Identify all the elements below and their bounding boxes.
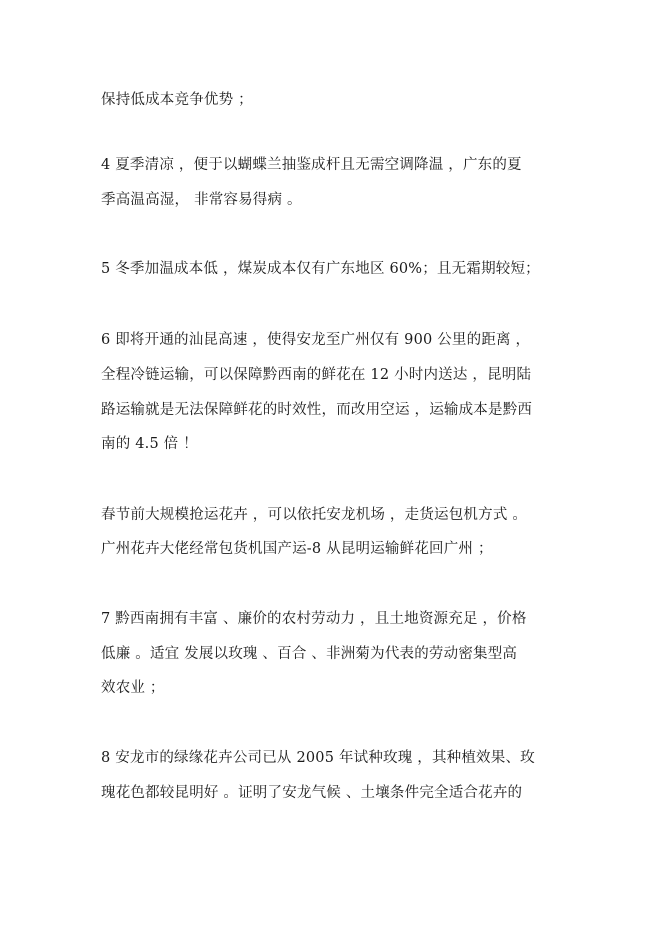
text-line: 南的 4.5 倍 ！ — [101, 436, 198, 452]
text-line: 7 黔西南拥有丰富 、廉价的农村劳动力 ，且土地资源充足 ，价格 — [101, 611, 527, 627]
text-line: 5 冬季加温成本低 ，煤炭成本仅有广东地区 60%；且无霜期较短； — [101, 261, 540, 277]
text-line: 季高温高湿， 非常容易得病 。 — [101, 192, 302, 208]
text-line: 春节前大规模抢运花卉 ，可以依托安龙机场 ，走货运包机方式 。 — [101, 507, 528, 523]
text-line: 4 夏季清凉 ，便于以蝴蝶兰抽鉴成杆且无需空调降温 ，广东的夏 — [101, 157, 522, 173]
text-line: 保持低成本竞争优势 ； — [101, 92, 253, 108]
text-line: 效农业 ； — [101, 680, 165, 696]
text-line: 瑰花色都较昆明好 。证明了安龙气候 、土壤条件完全适合花卉的 — [101, 785, 523, 801]
text-line: 广州花卉大佬经常包货机国产运-8 从昆明运输鲜花回广州 ； — [101, 541, 493, 557]
text-line: 全程冷链运输，可以保障黔西南的鲜花在 12 小时内送达 ，昆明陆 — [101, 367, 532, 383]
text-line: 低廉 。适宜 发展以玫瑰 、百合 、非洲菊为代表的劳动密集型高 — [101, 646, 518, 662]
text-line: 6 即将开通的汕昆高速 ，使得安龙至广州仅有 900 公里的距离 ， — [101, 332, 531, 348]
text-line: 8 安龙市的绿缘花卉公司已从 2005 年试种玫瑰 ，其种植效果、玫 — [101, 750, 535, 766]
text-line: 路运输就是无法保障鲜花的时效性，而改用空运 ，运输成本是黔西 — [101, 402, 533, 418]
